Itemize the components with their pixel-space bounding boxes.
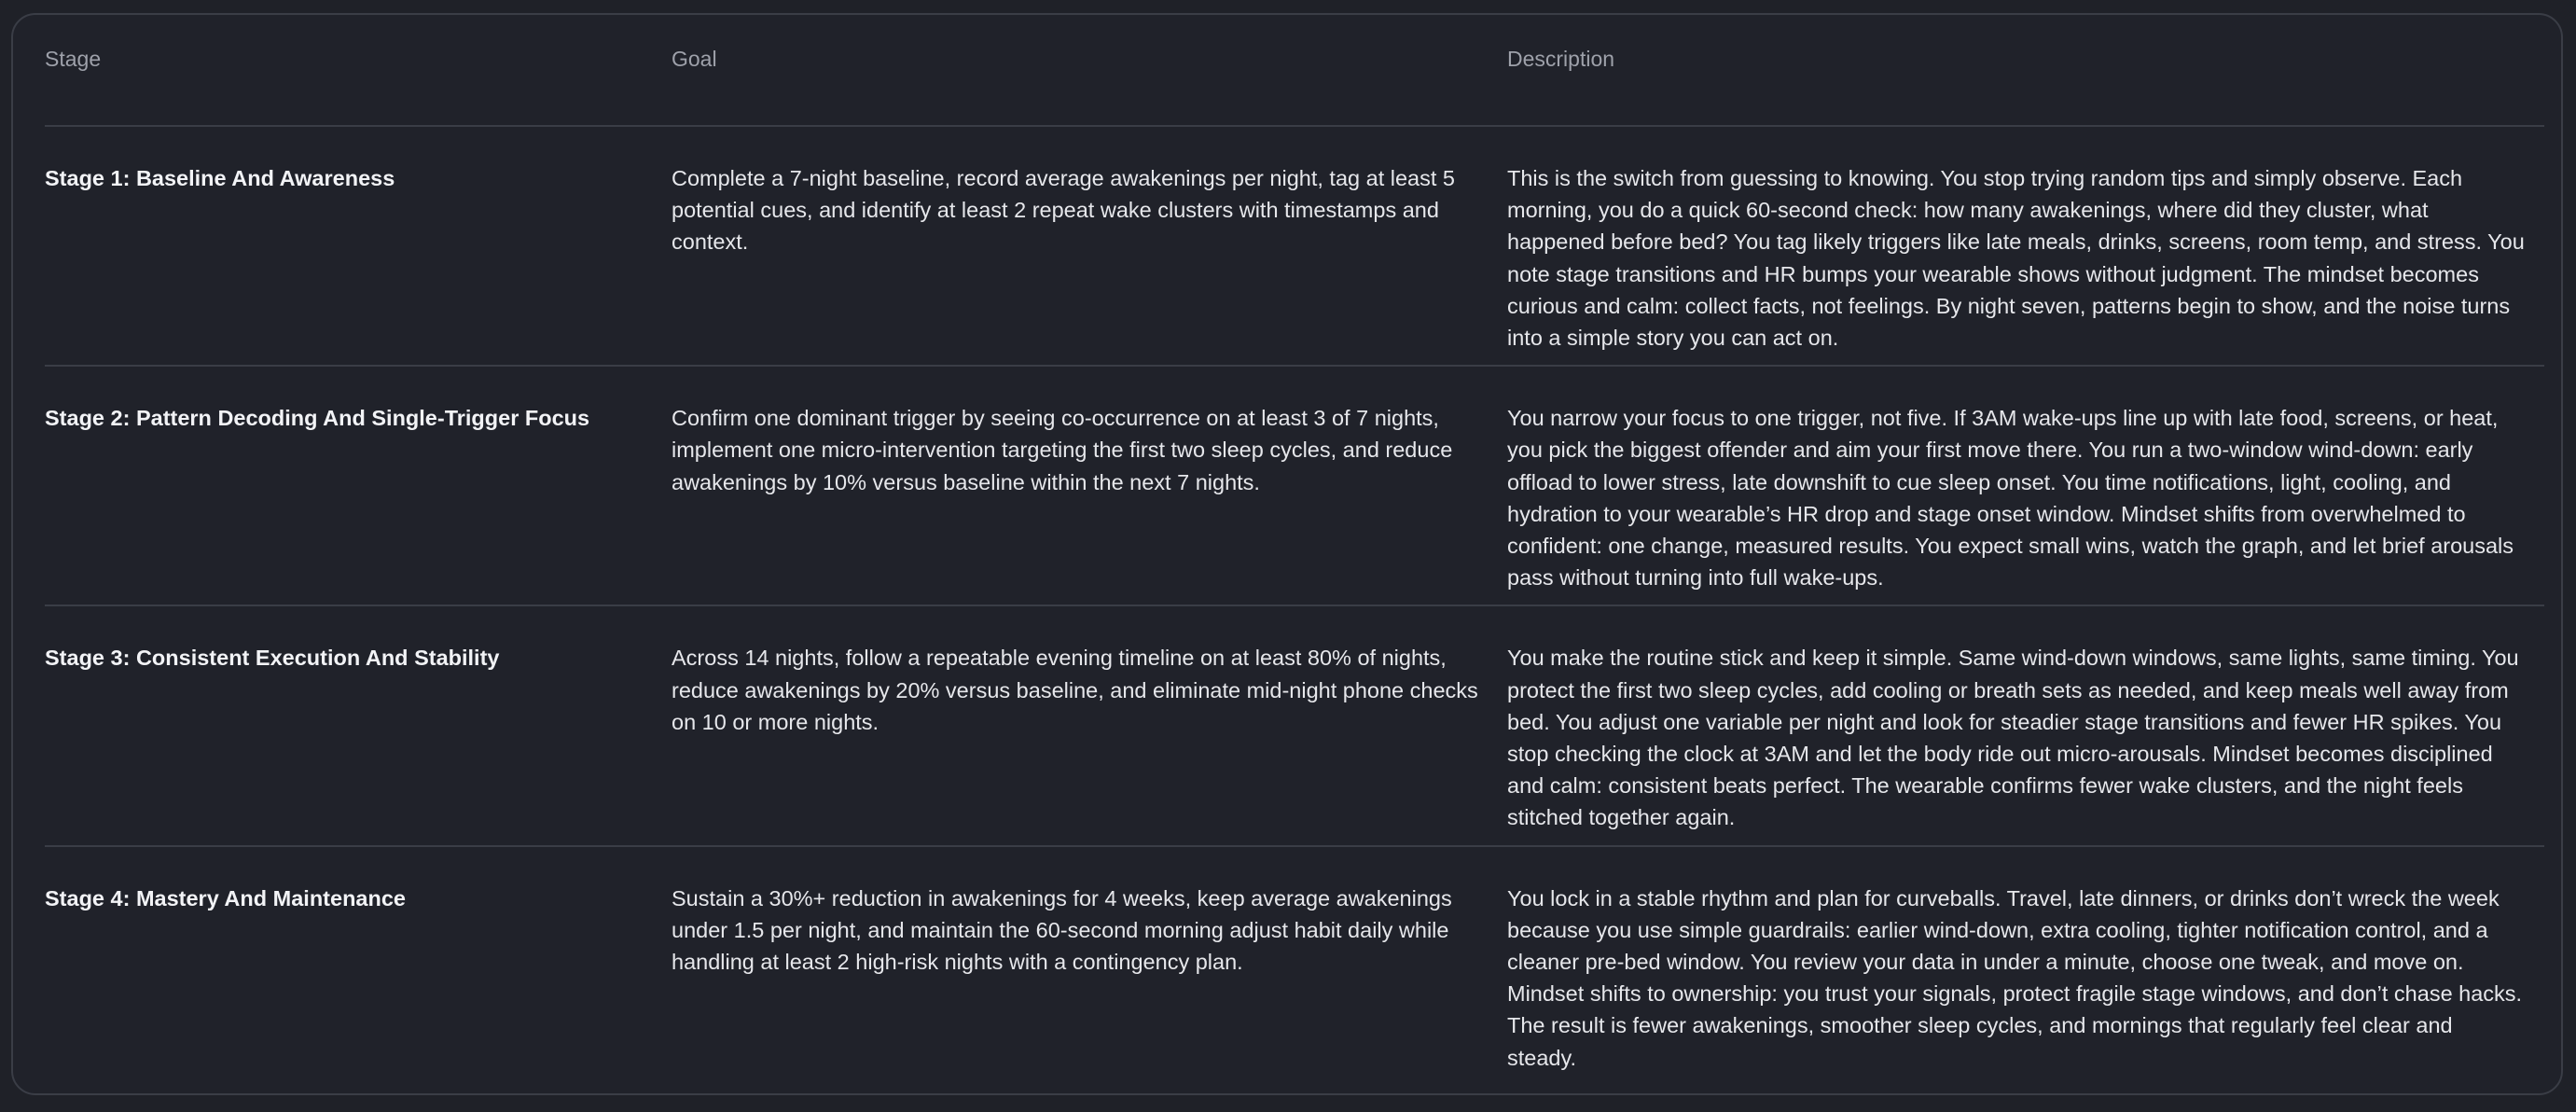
table-row: [45, 605, 2544, 845]
header-row: [45, 43, 2544, 126]
table-row: [45, 126, 2544, 366]
stage-cell: Stage 4: Mastery And Maintenance: [45, 885, 406, 910]
goal-cell: Confirm one dominant trigger by seeing co-occurrence on at least 3 of 7 nights, implement one micro-intervention targeting the first two sleep cycles, and reduce awakenings by 10% versus baseline within the next 7 nights.: [672, 366, 1507, 605]
stages-table: [45, 43, 2544, 1108]
table-card: [11, 13, 2563, 1095]
table-body: [45, 126, 2544, 1108]
column-header-goal[interactable]: Goal: [672, 43, 1507, 126]
column-header-stage[interactable]: Stage: [45, 43, 672, 126]
column-header-description[interactable]: Description: [1507, 43, 2544, 126]
table-header: [45, 43, 2544, 126]
table-row: [45, 366, 2544, 605]
table-row: [45, 846, 2544, 1108]
description-cell: You lock in a stable rhythm and plan for curveballs. Travel, late dinners, or drinks don’t wreck the week because you use simple guardrails: earlier wind-down, extra cooling, tighter notification control, and a cleaner pre-bed window. You review your data in under a minute, choose one tweak, and move on. Mindset shifts to ownership: you trust your signals, protect fragile stage windows, and don’t chase hacks. The result is fewer awakenings, smoother sleep cycles, and mornings that regularly feel clear and steady.: [1507, 885, 2523, 1070]
description-cell: You make the routine stick and keep it simple. Same wind-down windows, same lights, same timing. You protect the first two sleep cycles, add cooling or breath sets as needed, and keep meals well away from bed. You adjust one variable per night and look for steadier stage transitions and fewer HR spikes. You stop checking the clock at 3AM and let the body ride out micro-arousals. Mindset becomes disciplined and calm: consistent beats perfect. The wearable confirms fewer wake clusters, and the night feels stitched together again.: [1507, 605, 2544, 845]
goal-cell: Sustain a 30%+ reduction in awakenings for 4 weeks, keep average awakenings under 1.5 per night, and maintain the 60-second morning adjust habit daily while handling at least 2 high-risk nights with a contingency plan.: [672, 885, 1452, 975]
description-cell: This is the switch from guessing to knowing. You stop trying random tips and simply observe. Each morning, you do a quick 60-second check: how many awakenings, where did they cluster, what happened before bed? You tag likely triggers like late meals, drinks, screens, room temp, and stress. You note stage transitions and HR bumps your wearable shows without judgment. The mindset becomes curious and calm: collect facts, not feelings. By night seven, patterns begin to show, and the noise turns into a simple story you can act on.: [1507, 126, 2544, 366]
goal-cell: Across 14 nights, follow a repeatable evening timeline on at least 80% of nights, reduce awakenings by 20% versus baseline, and eliminate mid-night phone checks on 10 or more nights.: [672, 605, 1507, 845]
stage-cell: Stage 3: Consistent Execution And Stability: [45, 605, 672, 845]
stage-cell: Stage 1: Baseline And Awareness: [45, 126, 672, 366]
description-cell: You narrow your focus to one trigger, not five. If 3AM wake-ups line up with late food, screens, or heat, you pick the biggest offender and aim your first move there. You run a two-window wind-down: early offload to lower stress, late downshift to cue sleep onset. You time notifications, light, cooling, and hydration to your wearable’s HR drop and stage onset window. Mindset shifts from overwhelmed to confident: one change, measured results. You expect small wins, watch the graph, and let brief arousals pass without turning into full wake-ups.: [1507, 366, 2544, 605]
stage-cell: Stage 2: Pattern Decoding And Single-Trigger Focus: [45, 366, 672, 605]
goal-cell: Complete a 7-night baseline, record average awakenings per night, tag at least 5 potential cues, and identify at least 2 repeat wake clusters with timestamps and context.: [672, 126, 1507, 366]
